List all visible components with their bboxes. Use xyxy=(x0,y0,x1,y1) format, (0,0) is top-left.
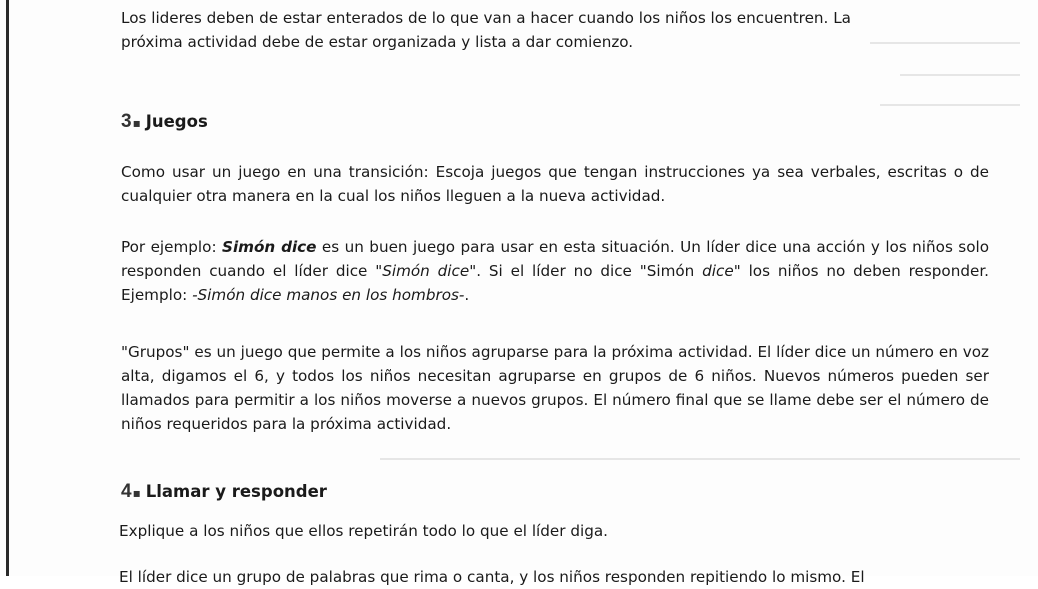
section-3-number: 3 xyxy=(121,111,131,132)
intro-line-2: próxima actividad debe de estar organizada y lista a dar comienzo. xyxy=(121,33,634,51)
section-3-paragraph-3: "Grupos" es un juego que permite a los niños agruparse para la próxima actividad. El líder dice un número en voz alta, digamos el 6, y todos los niños necesitan agruparse en grupos de 6 niños. Nuevos números pueden ser llamados para permitir a los niños moverse a nuevos grupos. El número final que se llame debe ser el número de niños requeridos para la próxima actividad. xyxy=(121,343,989,433)
section-4-title: Llamar y responder xyxy=(145,482,327,501)
section-4-number: 4 xyxy=(121,481,131,502)
page-edge-rule xyxy=(6,0,9,576)
section-3-paragraph-1: Como usar un juego en una transición: Escoja juegos que tengan instrucciones ya sea verbales, escritas o de cualquier otra manera en la cual los niños lleguen a la nueva actividad. xyxy=(121,163,989,205)
bleed-through-mark xyxy=(880,104,1020,106)
section-3-title: Juegos xyxy=(145,112,208,131)
section-4-paragraph-2-cutoff: El líder dice un grupo de palabras que rima o canta, y los niños responden repitiendo lo mismo. El xyxy=(119,568,865,586)
section-4-paragraph-1: Explique a los niños que ellos repetirán todo lo que el líder diga. xyxy=(119,522,608,540)
bleed-through-mark xyxy=(900,74,1020,76)
intro-paragraph xyxy=(121,6,989,54)
section-3-paragraph-2: Por ejemplo: Simón dice es un buen juego para usar en esta situación. Un líder dice una acción y los niños solo responden cuando el líder dice "Simón dice". Si el líder no dice "Simón dice" los niños no deben responder. Ejemplo: -Simón dice manos en los hombros-. xyxy=(121,238,990,304)
section-3-heading xyxy=(121,111,208,134)
bleed-through-mark xyxy=(380,458,1020,460)
bullet-icon: ▪ xyxy=(132,486,141,500)
bullet-icon: ▪ xyxy=(132,116,141,130)
section-4-heading xyxy=(121,481,327,504)
intro-line-1: Los lideres deben de estar enterados de lo que van a hacer cuando los niños los encuentren. La xyxy=(121,9,851,27)
